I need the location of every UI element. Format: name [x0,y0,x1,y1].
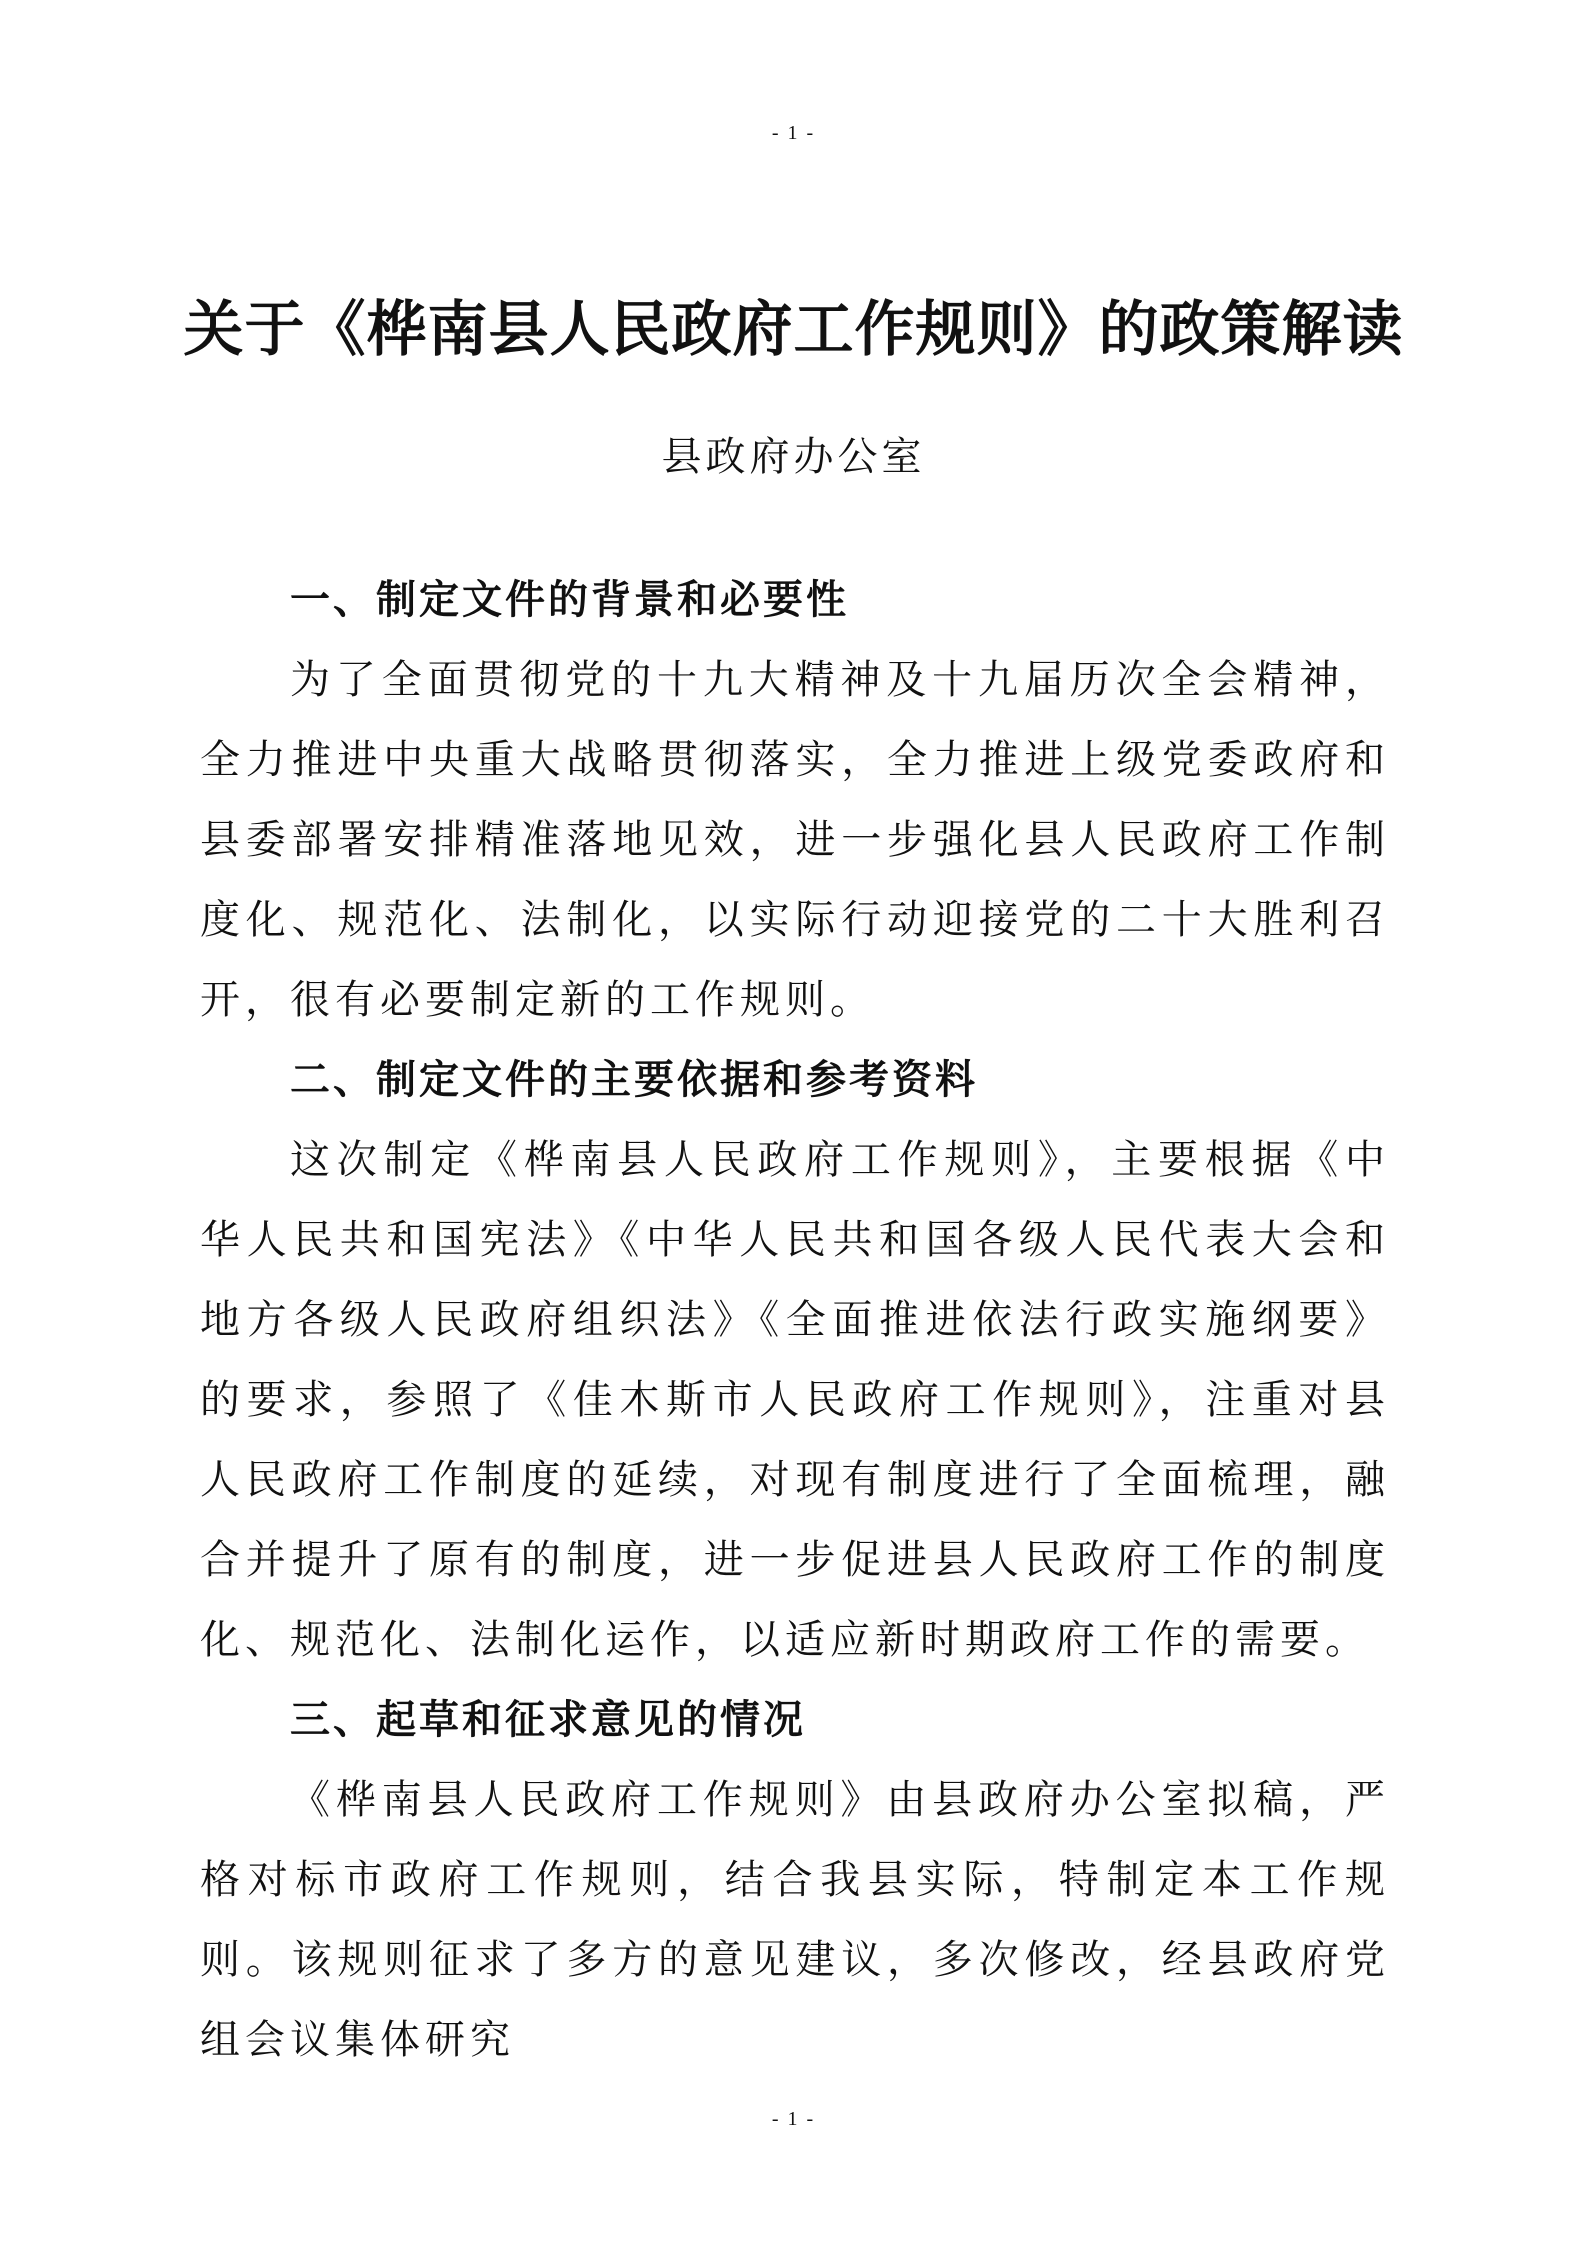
section-heading-2: 二、制定文件的主要依据和参考资料 [290,1057,978,1103]
section-paragraph-1: 为了全面贯彻党的十九大精神及十九届历次全会精神，全力推进中央重大战略贯彻落实，全力推进上级党委政府和县委部署安排精准落地见效，进一步强化县人民政府工作制度化、规范化、法制化，以实际行动迎接党的二十大胜利召开，很有必要制定新的工作规则。 [200,657,1390,1023]
document-author: 县政府办公室 [661,434,926,480]
section-paragraph-3: 《桦南县人民政府工作规则》由县政府办公室拟稿，严格对标市政府工作规则，结合我县实际，特制定本工作规则。该规则征求了多方的意见建议，多次修改，经县政府党组会议集体研究 [200,1777,1390,2063]
section-paragraph-2: 这次制定《桦南县人民政府工作规则》，主要根据《中华人民共和国宪法》《中华人民共和国各级人民代表大会和地方各级人民政府组织法》《全面推进依法行政实施纲要》的要求，参照了《佳木斯市人民政府工作规则》，注重对县人民政府工作制度的延续，对现有制度进行了全面梳理，融合并提升了原有的制度，进一步促进县人民政府工作的制度化、规范化、法制化运作，以适应新时期政府工作的需要。 [200,1137,1390,1663]
page-number-top: - 1 - [771,122,816,144]
section-heading-3: 三、起草和征求意见的情况 [290,1697,806,1743]
document-body [200,560,1390,2080]
section-heading-1: 一、制定文件的背景和必要性 [290,577,849,623]
page-number-bottom: - 1 - [771,2108,816,2130]
document-title: 关于《桦南县人民政府工作规则》的政策解读 [183,295,1404,365]
